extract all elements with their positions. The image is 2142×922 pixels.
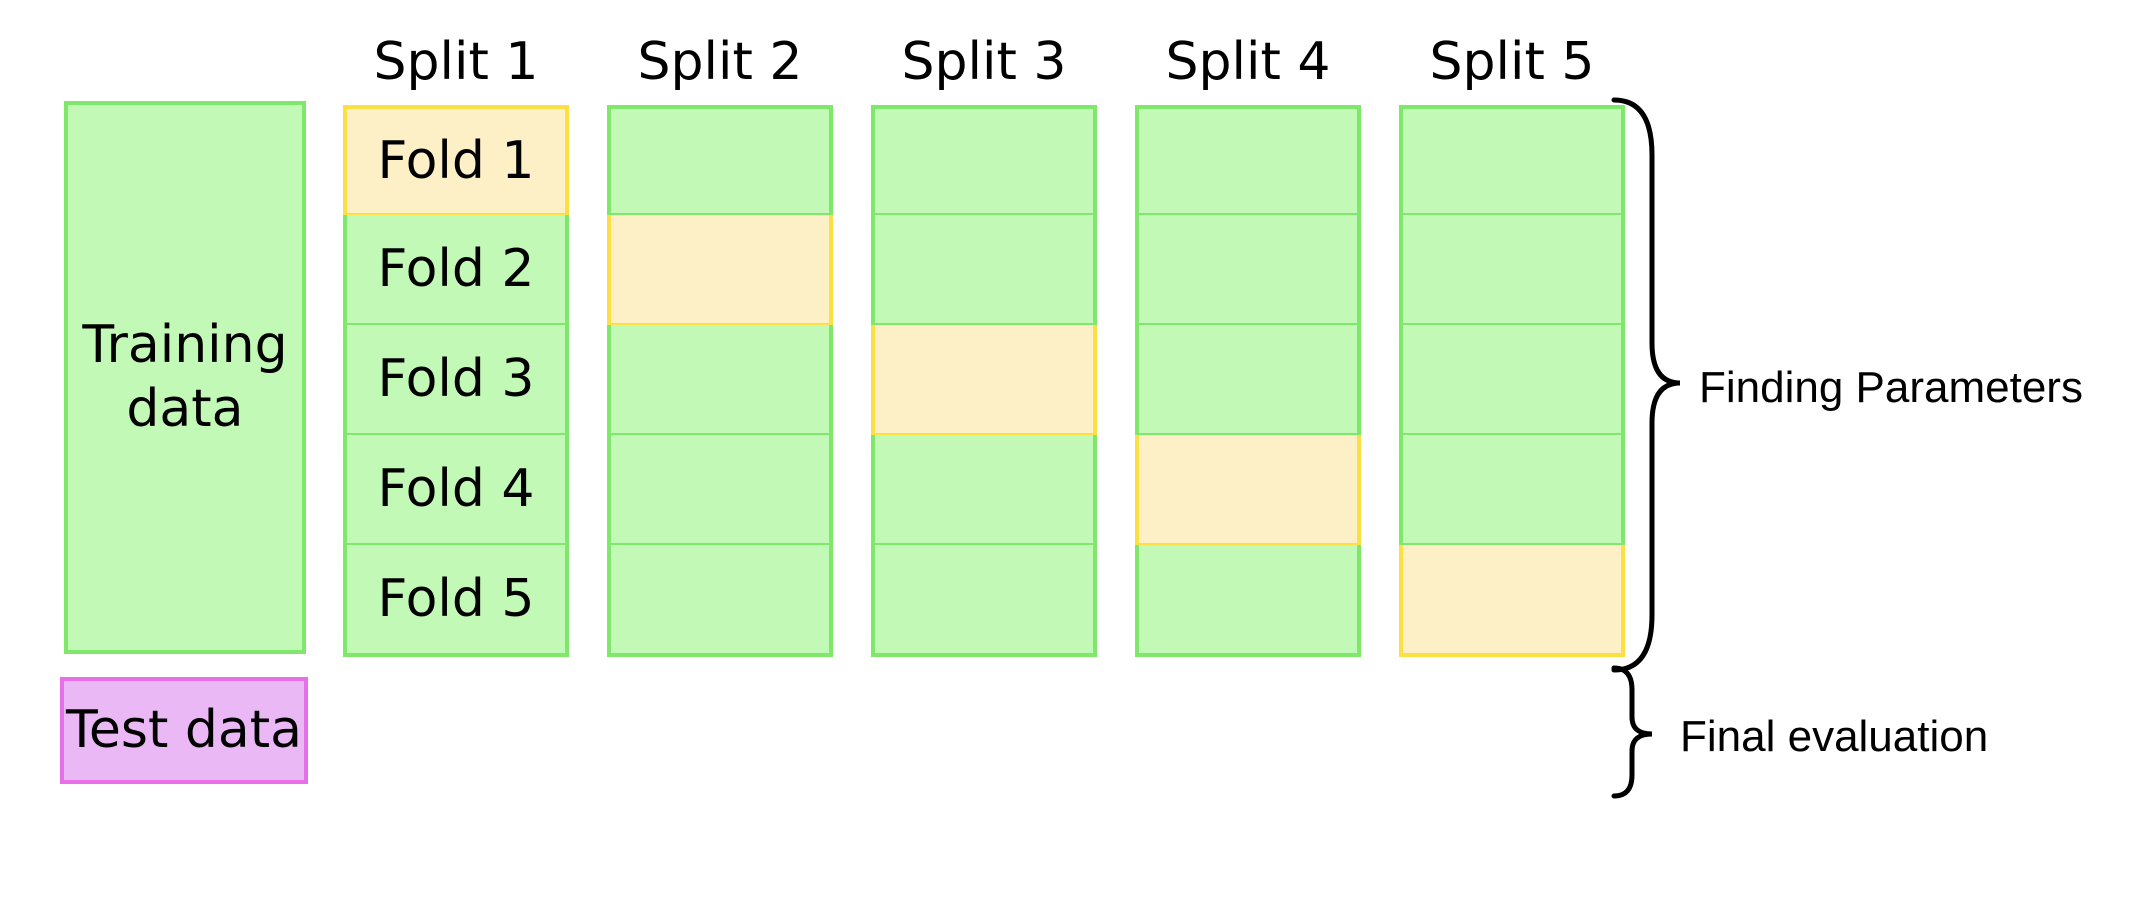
split-3-fold-2-training (871, 215, 1097, 327)
split-5-fold-2-training (1399, 215, 1625, 327)
split-1-fold-1-validation (343, 105, 569, 217)
split-4-fold-1-training (1135, 105, 1361, 217)
fold-label-4: Fold 4 (377, 459, 535, 519)
final-evaluation-label: Final evaluation (1680, 712, 1989, 761)
split-5-fold-4-training (1399, 435, 1625, 547)
final-evaluation-brace (1600, 665, 1680, 800)
training-data-label-line2: data (126, 378, 244, 439)
split-label-5: Split 5 (1429, 32, 1595, 92)
split-1-fold-2-training (343, 215, 569, 327)
fold-label-2: Fold 2 (377, 239, 535, 299)
split-label-2: Split 2 (637, 32, 803, 92)
split-3-fold-3-validation (871, 325, 1097, 437)
split-3-fold-4-training (871, 435, 1097, 547)
split-3-fold-1-training (871, 105, 1097, 217)
split-2-fold-2-validation (607, 215, 833, 327)
finding-parameters-label: Finding Parameters (1699, 363, 2083, 412)
fold-label-3: Fold 3 (377, 349, 535, 409)
split-4-fold-2-training (1135, 215, 1361, 327)
split-label-1: Split 1 (373, 32, 539, 92)
split-1-fold-5-training (343, 545, 569, 657)
split-2-fold-4-training (607, 435, 833, 547)
split-2-fold-1-training (607, 105, 833, 217)
training-data-label-line1: Training (82, 315, 288, 376)
split-2-fold-3-training (607, 325, 833, 437)
test-data-label: Test data (65, 699, 303, 760)
test-data-block (60, 677, 308, 784)
split-4-fold-3-training (1135, 325, 1361, 437)
split-2-fold-5-training (607, 545, 833, 657)
split-5-fold-1-training (1399, 105, 1625, 217)
fold-label-1: Fold 1 (377, 131, 535, 191)
split-label-4: Split 4 (1165, 32, 1331, 92)
split-1-fold-4-training (343, 435, 569, 547)
split-5-fold-3-training (1399, 325, 1625, 437)
training-data-block (64, 101, 306, 654)
fold-label-5: Fold 5 (377, 569, 535, 629)
split-4-fold-4-validation (1135, 435, 1361, 547)
split-5-fold-5-validation (1399, 545, 1625, 657)
split-1-fold-3-training (343, 325, 569, 437)
split-4-fold-5-training (1135, 545, 1361, 657)
split-label-3: Split 3 (901, 32, 1067, 92)
finding-parameters-brace (1600, 95, 1680, 675)
split-3-fold-5-training (871, 545, 1097, 657)
